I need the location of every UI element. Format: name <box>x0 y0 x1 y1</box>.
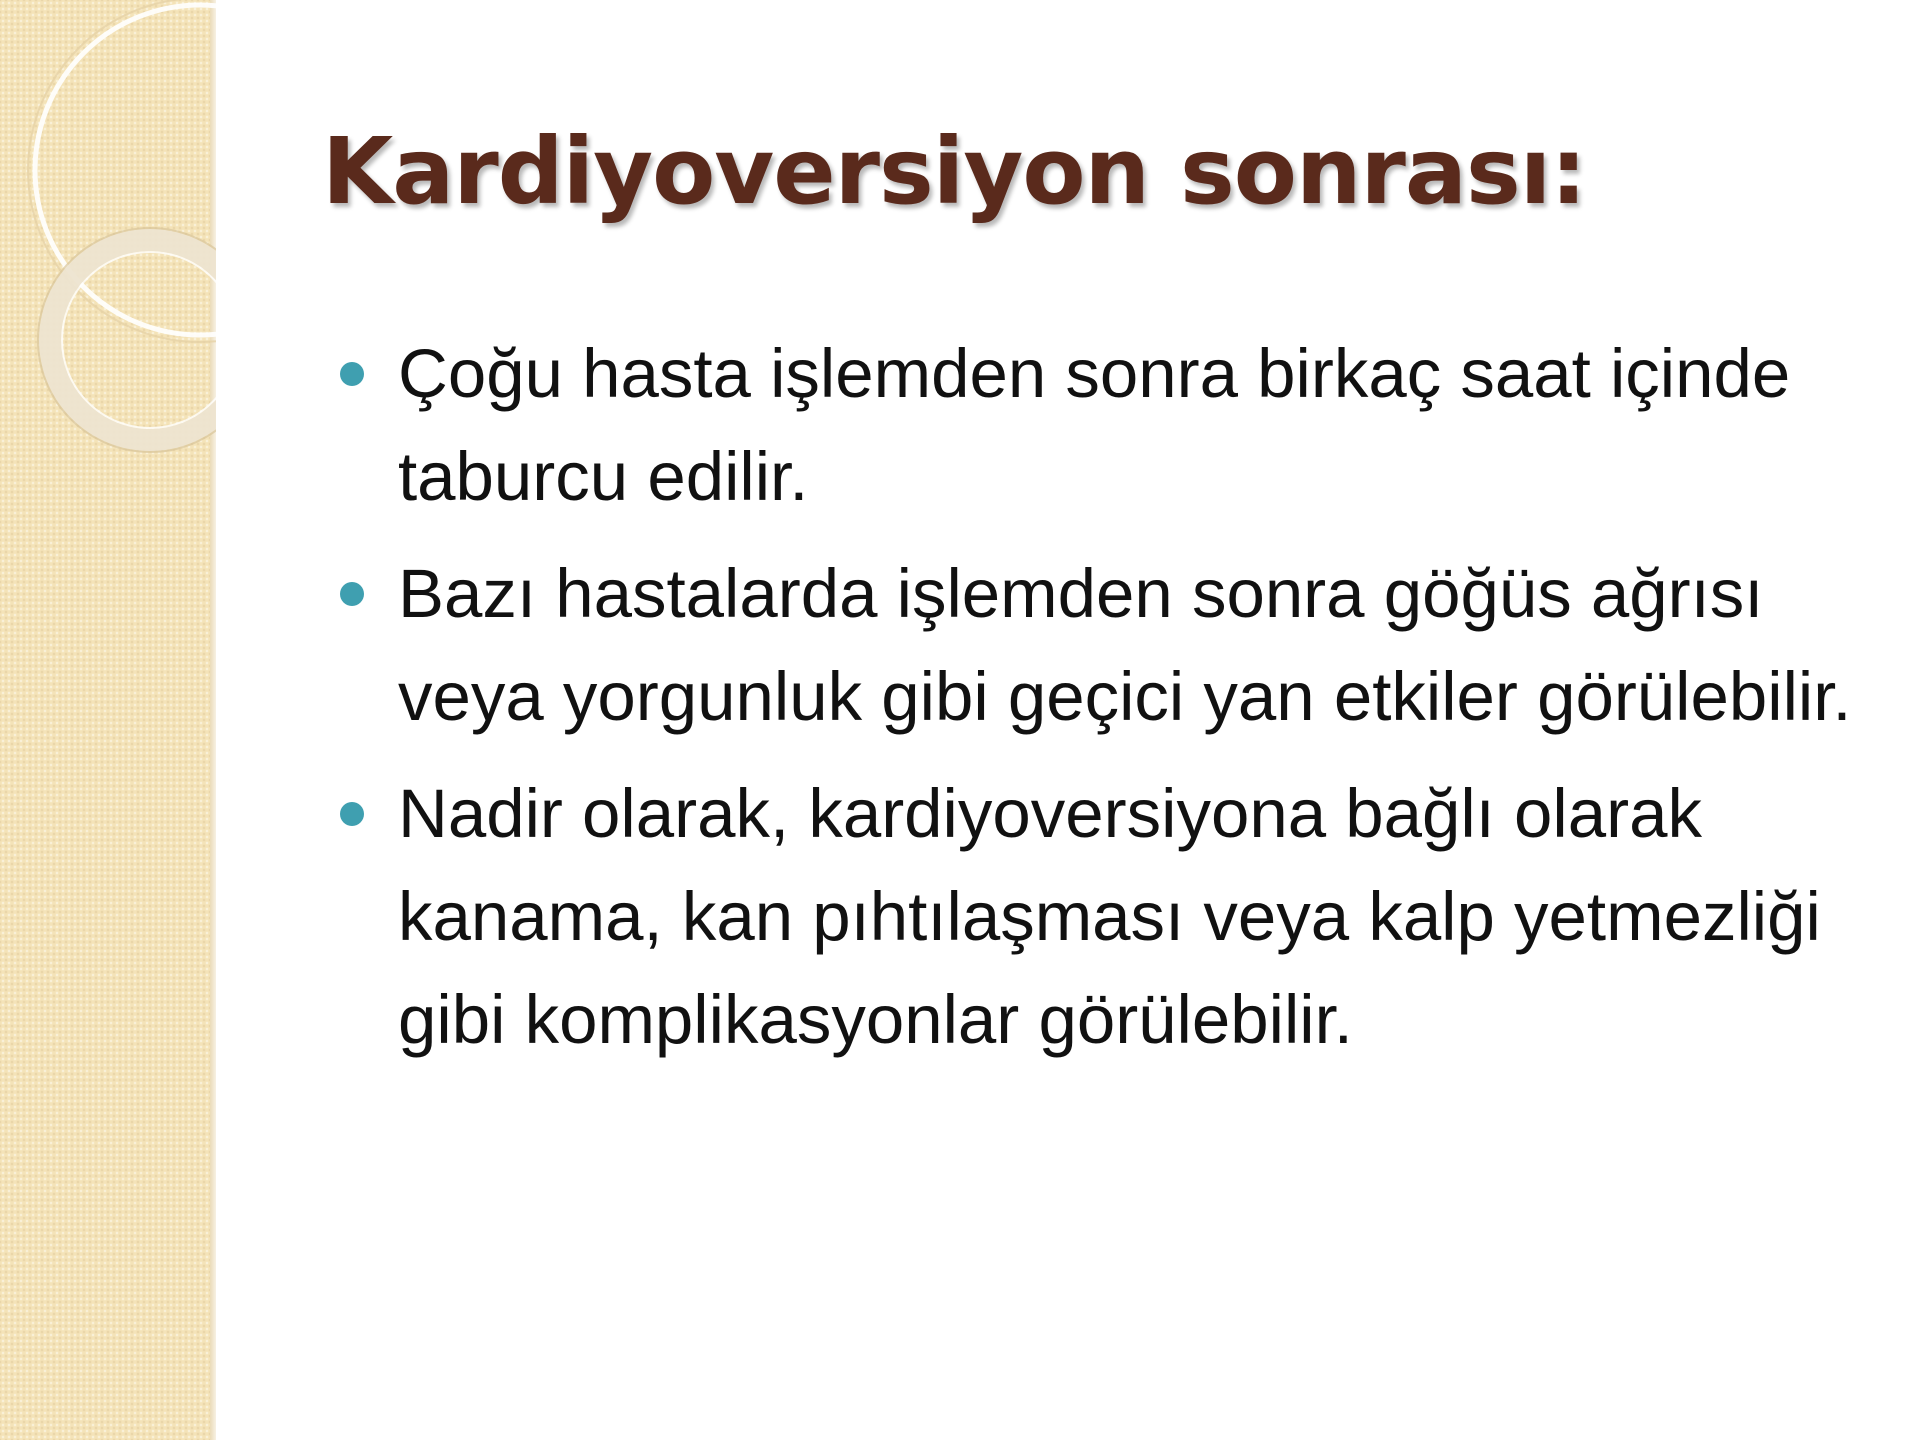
bullet-dot-icon <box>340 582 364 606</box>
bullet-item <box>340 762 1900 1071</box>
bullet-dot-icon <box>340 802 364 826</box>
bullet-text: Nadir olarak, kardiyoversiyona bağlı olarak kanama, kan pıhtılaşması veya kalp yetmezliği gibi komplikasyonlar görülebilir. <box>398 775 1821 1058</box>
bullet-item <box>340 322 1900 528</box>
bullet-list <box>340 322 1900 1085</box>
bullet-text: Çoğu hasta işlemden sonra birkaç saat içinde taburcu edilir. <box>398 335 1791 515</box>
decorative-circles <box>0 0 216 500</box>
bullet-item <box>340 542 1900 748</box>
slide-title: Kardiyoversiyon sonrası: <box>322 118 1587 225</box>
bullet-text: Bazı hastalarda işlemden sonra göğüs ağrısı veya yorgunluk gibi geçici yan etkiler görülebilir. <box>398 555 1852 735</box>
bullet-dot-icon <box>340 362 364 386</box>
